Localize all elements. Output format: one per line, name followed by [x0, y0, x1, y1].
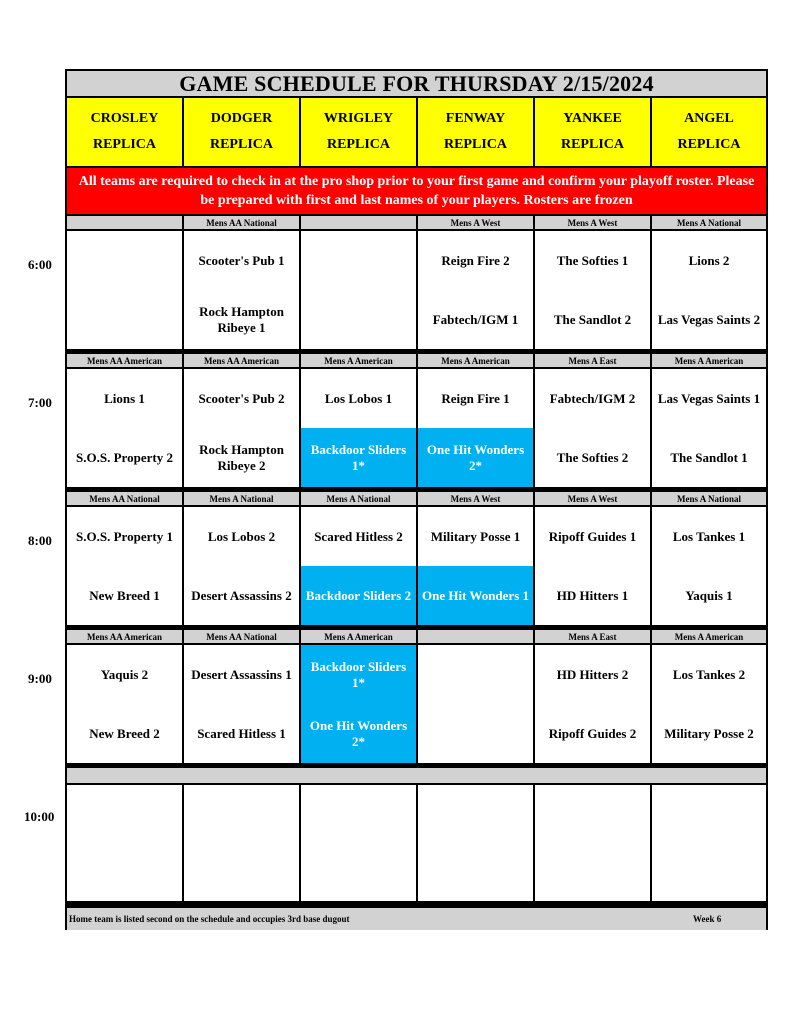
- division-label: Mens A National: [301, 492, 418, 505]
- game-cell: [301, 645, 418, 763]
- visiting-team: Backdoor Sliders 1*: [301, 645, 416, 704]
- division-label: Mens A American: [652, 354, 766, 367]
- visiting-team: Lions 1: [104, 390, 145, 406]
- field-header: YANKEE REPLICA: [535, 98, 652, 166]
- field-header: ANGEL REPLICA: [652, 98, 766, 166]
- visiting-team: Scooter's Pub 2: [198, 390, 285, 406]
- game-cell: [301, 369, 418, 487]
- visiting-team: HD Hitters 2: [556, 666, 629, 682]
- home-team: [184, 842, 299, 901]
- division-label: [418, 630, 535, 643]
- field-header: DODGER REPLICA: [184, 98, 301, 166]
- separator-band: [67, 768, 766, 785]
- home-team: One Hit Wonders 2*: [418, 428, 533, 487]
- home-team: Ripoff Guides 2: [548, 725, 637, 741]
- visiting-team: Desert Assassins 1: [191, 666, 292, 682]
- division-label: Mens A West: [418, 492, 535, 505]
- home-team: New Breed 1: [89, 587, 160, 603]
- game-cell: [184, 369, 301, 487]
- game-cell: [184, 507, 301, 625]
- time-label: 7:00: [28, 395, 52, 410]
- field-header: CROSLEY REPLICA: [67, 98, 184, 166]
- time-label: 6:00: [28, 257, 52, 272]
- division-label: Mens A National: [652, 492, 766, 505]
- game-cell: [652, 231, 766, 349]
- time-label: 9:00: [28, 671, 52, 686]
- time-slot-row: [67, 369, 766, 487]
- home-team: [67, 842, 182, 901]
- home-team: The Sandlot 1: [670, 449, 748, 465]
- game-cell: [652, 507, 766, 625]
- home-team: Backdoor Sliders 1*: [301, 428, 416, 487]
- game-cell: [301, 507, 418, 625]
- visiting-team: [301, 231, 416, 290]
- game-cell: [67, 783, 184, 901]
- visiting-team: [418, 783, 533, 842]
- division-label: Mens A National: [652, 216, 766, 229]
- home-team: The Softies 2: [556, 449, 629, 465]
- home-team: Rock Hampton Ribeye 2: [199, 441, 284, 473]
- game-cell: [418, 369, 535, 487]
- visiting-team: Military Posse 1: [430, 528, 521, 544]
- division-label: Mens A American: [301, 630, 418, 643]
- division-row: [67, 630, 766, 645]
- game-cell: [652, 783, 766, 901]
- home-team: [418, 842, 533, 901]
- check-in-notice: All teams are required to check in at the pro shop prior to your first game and confirm your playoff roster. Please be prepared with first and last names of your players. Rosters are frozen: [67, 168, 766, 214]
- game-cell: [67, 645, 184, 763]
- game-cell: [67, 231, 184, 349]
- home-team-note: Home team is listed second on the schedule and occupies 3rd base dugout: [69, 914, 350, 924]
- division-row: [67, 216, 766, 231]
- game-cell: [535, 645, 652, 763]
- visiting-team: [652, 783, 766, 842]
- game-cell: [535, 231, 652, 349]
- visiting-team: Lions 2: [688, 252, 730, 268]
- division-row: [67, 492, 766, 507]
- division-label: Mens A East: [535, 354, 652, 367]
- home-team: Scared Hitless 1: [197, 725, 286, 741]
- field-header: FENWAY REPLICA: [418, 98, 535, 166]
- visiting-team: Las Vegas Saints 1: [657, 390, 761, 406]
- visiting-team: Yaquis 2: [100, 666, 149, 682]
- visiting-team: [67, 783, 182, 842]
- division-row: [67, 354, 766, 369]
- division-label: Mens A American: [652, 630, 766, 643]
- home-team: Desert Assassins 2: [191, 587, 292, 603]
- visiting-team: Los Lobos 1: [324, 390, 393, 406]
- home-team: [301, 842, 416, 901]
- game-cell: [535, 369, 652, 487]
- visiting-team: [418, 645, 533, 704]
- game-cell: [301, 231, 418, 349]
- home-team: [652, 842, 766, 901]
- game-cell: [535, 507, 652, 625]
- time-slot-row: [67, 783, 766, 901]
- game-cell: [418, 783, 535, 901]
- time-slot-row: [67, 231, 766, 349]
- division-label: [301, 216, 418, 229]
- visiting-team: Los Tankes 1: [672, 528, 746, 544]
- division-label: Mens A West: [418, 216, 535, 229]
- game-cell: [67, 507, 184, 625]
- visiting-team: Los Lobos 2: [207, 528, 276, 544]
- visiting-team: Scooter's Pub 1: [198, 252, 285, 268]
- time-label: 10:00: [24, 809, 55, 824]
- home-team: Backdoor Sliders 2: [301, 566, 416, 625]
- division-label: Mens A National: [184, 492, 301, 505]
- division-label: Mens A West: [535, 216, 652, 229]
- visiting-team: Fabtech/IGM 2: [549, 390, 636, 406]
- visiting-team: [301, 783, 416, 842]
- game-cell: [67, 369, 184, 487]
- game-cell: [652, 645, 766, 763]
- visiting-team: Reign Fire 2: [441, 252, 510, 268]
- visiting-team: Ripoff Guides 1: [548, 528, 637, 544]
- game-cell: [301, 783, 418, 901]
- division-label: Mens A East: [535, 630, 652, 643]
- division-label: Mens A American: [301, 354, 418, 367]
- visiting-team: S.O.S. Property 1: [76, 528, 173, 544]
- schedule-table: [65, 69, 768, 930]
- game-cell: [652, 369, 766, 487]
- home-team: [67, 290, 182, 349]
- visiting-team: Scared Hitless 2: [314, 528, 403, 544]
- home-team: HD Hitters 1: [556, 587, 629, 603]
- game-cell: [184, 645, 301, 763]
- home-team: S.O.S. Property 2: [76, 449, 173, 465]
- home-team: Las Vegas Saints 2: [657, 311, 761, 327]
- division-label: Mens A West: [535, 492, 652, 505]
- visiting-team: Reign Fire 1: [441, 390, 510, 406]
- game-cell: [418, 231, 535, 349]
- week-label: Week 6: [693, 914, 722, 924]
- division-label: Mens AA National: [67, 492, 184, 505]
- game-cell: [184, 231, 301, 349]
- game-cell: [535, 783, 652, 901]
- field-header-row: [67, 98, 766, 166]
- time-label: 8:00: [28, 533, 52, 548]
- schedule-title: GAME SCHEDULE FOR THURSDAY 2/15/2024: [67, 71, 766, 98]
- home-team: Yaquis 1: [685, 587, 733, 603]
- division-label: Mens A American: [418, 354, 535, 367]
- visiting-team: [535, 783, 650, 842]
- visiting-team: [184, 783, 299, 842]
- home-team: Fabtech/IGM 1: [432, 311, 519, 327]
- game-cell: [184, 783, 301, 901]
- division-label: Mens AA American: [67, 354, 184, 367]
- home-team: [535, 842, 650, 901]
- division-label: Mens AA American: [184, 354, 301, 367]
- home-team: [301, 290, 416, 349]
- division-label: [67, 216, 184, 229]
- visiting-team: The Softies 1: [556, 252, 629, 268]
- home-team: One Hit Wonders 1: [418, 566, 533, 625]
- home-team: One Hit Wonders 2*: [301, 704, 416, 763]
- game-cell: [418, 645, 535, 763]
- division-label: Mens AA American: [67, 630, 184, 643]
- division-label: Mens AA National: [184, 630, 301, 643]
- visiting-team: Los Tankes 2: [672, 666, 746, 682]
- home-team: [418, 704, 533, 763]
- game-cell: [418, 507, 535, 625]
- time-slot-row: [67, 507, 766, 625]
- home-team: New Breed 2: [89, 725, 160, 741]
- time-slot-row: [67, 645, 766, 763]
- division-label: Mens AA National: [184, 216, 301, 229]
- home-team: Military Posse 2: [664, 725, 754, 741]
- home-team: Rock Hampton Ribeye 1: [199, 303, 284, 335]
- home-team: The Sandlot 2: [553, 311, 632, 327]
- visiting-team: [67, 231, 182, 290]
- schedule-footer: [67, 906, 766, 930]
- field-header: WRIGLEY REPLICA: [301, 98, 418, 166]
